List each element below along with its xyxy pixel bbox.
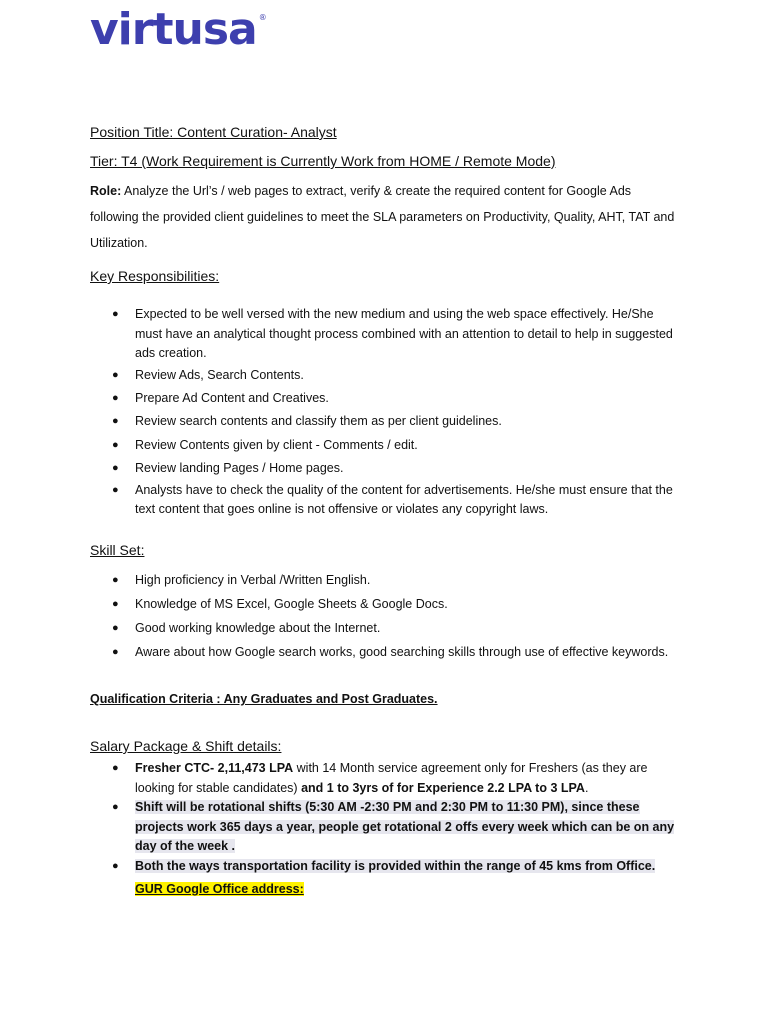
list-item (90, 798, 680, 857)
tier-line: Tier: T4 (Work Requirement is Currently Work from HOME / Remote Mode) (90, 153, 556, 169)
list-item: ● Aware about how Google search works, good searching skills through use of effective keywords. (90, 643, 680, 663)
list-item: ● Review Contents given by client - Comments / edit. (90, 436, 680, 456)
salary-list (90, 759, 680, 876)
role-paragraph (90, 178, 680, 256)
list-item: ● Expected to be well versed with the new medium and using the web space effectively. He/She must have an analytical thought process combined with an attention to detail to help in suggested ads creation. (90, 305, 680, 364)
key-responsibilities-heading: Key Responsibilities: (90, 268, 220, 284)
list-item: ● Review search contents and classify them as per client guidelines. (90, 412, 680, 432)
list-item: ● Prepare Ad Content and Creatives. (90, 389, 680, 409)
virtusa-logo: virtusa ® (90, 4, 266, 55)
list-item: ● Review landing Pages / Home pages. (90, 459, 680, 479)
skill-set-heading: Skill Set: (90, 542, 145, 558)
list-item: ● High proficiency in Verbal /Written English. (90, 571, 680, 591)
salary-text-end: . (584, 780, 589, 795)
list-item: ● Analysts have to check the quality of the content for advertisements. He/she must ensure that the text content that goes online is not offensive or violates any copyright laws. (90, 481, 680, 520)
list-item: ● Knowledge of MS Excel, Google Sheets & Google Docs. (90, 595, 680, 615)
office-address-text: GUR Google Office address: (135, 882, 304, 896)
salary-text: with 14 Month service agreement only for Freshers (as they are looking for stable candidates) (135, 761, 648, 795)
salary-heading: Salary Package & Shift details: (90, 738, 282, 754)
role-label: Role: (90, 184, 122, 198)
position-title: Position Title: Content Curation- Analyst (90, 124, 337, 140)
experience-ctc: and 1 to 3yrs of for Experience 2.2 LPA to 3 LPA (301, 780, 585, 795)
responsibilities-list (90, 305, 680, 520)
shift-details: Shift will be rotational shifts (5:30 AM -2:30 PM and 2:30 PM to 11:30 PM), since these projects work 365 days a year, people get rotational 2 offs every week which can be on any day of the week . (135, 800, 675, 853)
list-item: ● Good working knowledge about the Internet. (90, 619, 680, 639)
list-item (90, 857, 680, 877)
registered-mark: ® (258, 13, 266, 22)
list-item (90, 759, 680, 798)
transport-details: Both the ways transportation facility is provided within the range of 45 kms from Office. (135, 858, 656, 873)
list-item: ● Review Ads, Search Contents. (90, 366, 680, 386)
role-text: Analyze the Url’s / web pages to extract, verify & create the required content for Google Ads following the provided client guidelines to meet the SLA parameters on Productivity, Quality, AHT, TAT and Utilization. (90, 184, 675, 250)
fresher-ctc: Fresher CTC- 2,11,473 LPA (135, 761, 294, 775)
qualification-criteria: Qualification Criteria : Any Graduates and Post Graduates. (90, 692, 438, 706)
office-address-label (135, 882, 304, 896)
skill-set-list (90, 571, 680, 663)
